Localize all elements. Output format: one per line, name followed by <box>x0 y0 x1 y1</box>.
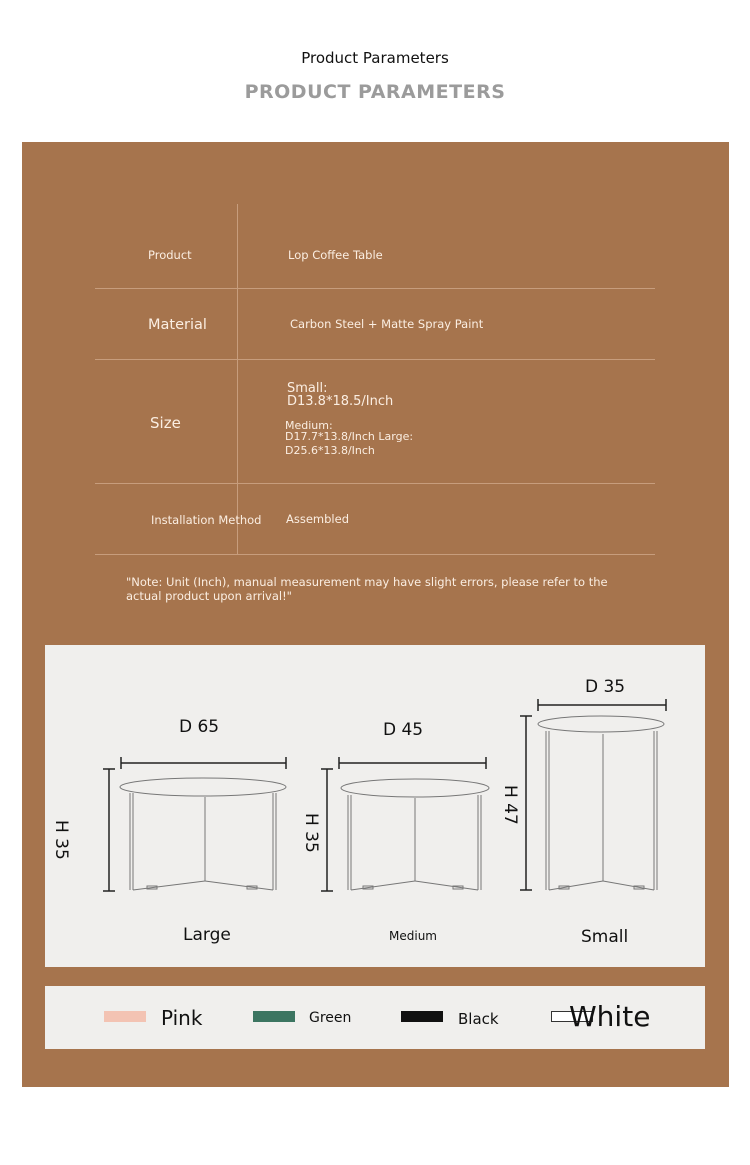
product-value: Lop Coffee Table <box>288 248 383 262</box>
small-size-label: Small <box>581 927 629 947</box>
color-label-pink: Pink <box>161 1006 203 1030</box>
table-small-svg <box>533 681 673 901</box>
table-divider <box>95 554 655 555</box>
size-small-label: Small: <box>287 381 328 396</box>
installation-label: Installation Method <box>151 513 262 527</box>
table-medium-drawing <box>335 725 495 905</box>
color-label-green: Green <box>309 1010 352 1026</box>
dimension-line-vertical-svg <box>99 767 119 893</box>
small-height-label: H 47 <box>500 785 520 825</box>
color-swatch-black[interactable] <box>401 1011 443 1022</box>
page-title: Product Parameters <box>301 49 449 67</box>
table-divider <box>95 288 655 289</box>
color-label-black: Black <box>458 1010 499 1028</box>
table-large-svg <box>117 725 297 900</box>
table-divider-vertical <box>237 204 238 554</box>
color-swatch-green[interactable] <box>253 1011 295 1022</box>
size-medium-label: Medium: <box>285 419 333 432</box>
color-label-white: White <box>569 1000 651 1033</box>
large-diameter-label: D 65 <box>179 717 220 737</box>
size-small-value: D13.8*18.5/Inch <box>287 394 394 409</box>
material-label: Material <box>148 317 207 333</box>
size-medium-value: D17.7*13.8/Inch Large: <box>285 430 414 443</box>
table-large-drawing <box>117 725 297 905</box>
size-large-value: D25.6*13.8/Inch <box>285 444 375 457</box>
product-label: Product <box>148 248 192 262</box>
size-label: Size <box>150 414 181 432</box>
medium-size-label: Medium <box>389 929 437 943</box>
page-subtitle: PRODUCT PARAMETERS <box>244 81 506 103</box>
table-small-drawing <box>533 681 673 906</box>
large-size-label: Large <box>183 925 231 945</box>
size-diagram <box>45 645 705 967</box>
installation-value: Assembled <box>286 512 349 526</box>
color-options <box>45 986 705 1049</box>
medium-diameter-label: D 45 <box>383 720 424 740</box>
medium-height-label: H 35 <box>301 813 321 853</box>
large-height-label: H 35 <box>51 820 71 860</box>
table-medium-svg <box>335 725 495 900</box>
table-divider <box>95 359 655 360</box>
material-value: Carbon Steel + Matte Spray Paint <box>290 317 484 331</box>
parameters-panel <box>22 142 729 1087</box>
small-diameter-label: D 35 <box>585 677 626 697</box>
table-divider <box>95 483 655 484</box>
dimension-line-vertical <box>99 767 119 898</box>
measurement-note: "Note: Unit (Inch), manual measurement may have slight errors, please refer to the actual product upon arrival!" <box>126 575 608 603</box>
color-swatch-pink[interactable] <box>104 1011 146 1022</box>
